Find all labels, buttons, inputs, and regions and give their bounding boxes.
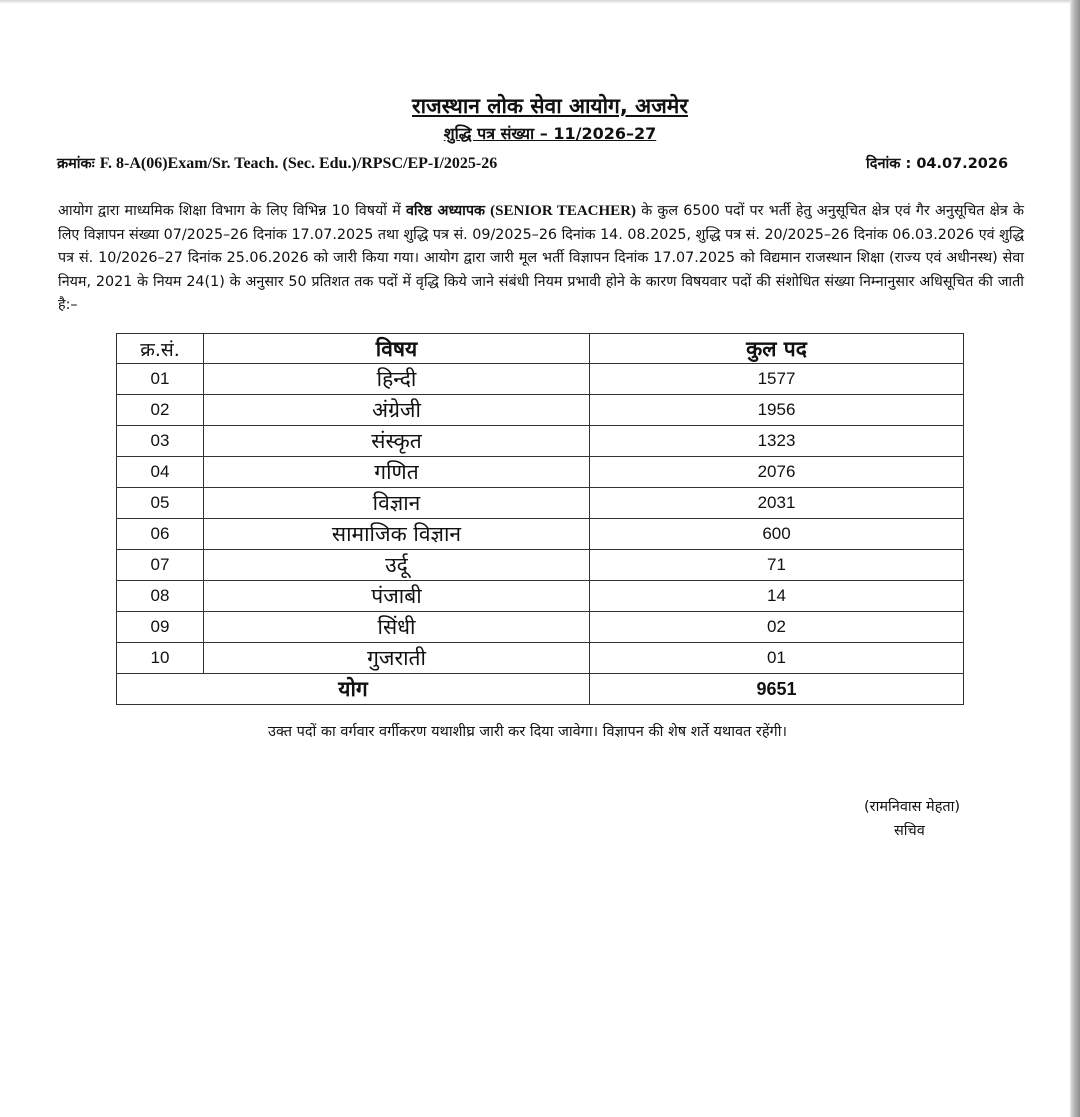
subject-name: सामाजिक विज्ञान xyxy=(204,519,590,550)
post-name-english: (SENIOR TEACHER) xyxy=(490,203,636,219)
serial-number: 03 xyxy=(117,426,204,457)
table-row xyxy=(117,643,964,674)
post-name-hindi: वरिष्ठ अध्यापक xyxy=(405,203,485,219)
closing-note: उक्त पदों का वर्गवार वर्गीकरण यथाशीघ्र जारी कर दिया जावेगा। विज्ञापन की शेष शर्ते यथावत रहेंगी। xyxy=(268,724,787,740)
post-count: 14 xyxy=(590,581,964,612)
document-subtitle: शुद्धि पत्र संख्या – 11/2026–27 xyxy=(443,124,657,143)
date-value: : 04.07.2026 xyxy=(905,156,1009,172)
subject-name: अंग्रेजी xyxy=(204,395,590,426)
post-count: 1577 xyxy=(590,364,964,395)
page-right-shadow xyxy=(1070,0,1080,1117)
document-title: राजस्थान लोक सेवा आयोग, अजमेर xyxy=(412,94,688,118)
table-row xyxy=(117,519,964,550)
reference-line xyxy=(57,153,497,173)
subject-name: उर्दू xyxy=(204,550,590,581)
header-subject: विषय xyxy=(204,334,590,364)
serial-number: 05 xyxy=(117,488,204,519)
post-count: 1956 xyxy=(590,395,964,426)
table-total-row xyxy=(117,674,964,705)
subject-name: पंजाबी xyxy=(204,581,590,612)
table-row xyxy=(117,581,964,612)
serial-number: 04 xyxy=(117,457,204,488)
post-count: 71 xyxy=(590,550,964,581)
signatory-name: (रामनिवास मेहता) xyxy=(864,799,961,815)
reference-number: F. 8-A(06)Exam/Sr. Teach. (Sec. Edu.)/RPSC/EP-I/2025-26 xyxy=(99,155,498,172)
date-label: दिनांक xyxy=(866,156,901,172)
serial-number: 01 xyxy=(117,364,204,395)
post-count: 1323 xyxy=(590,426,964,457)
body-text-part1: आयोग द्वारा माध्यमिक शिक्षा विभाग के लिए विभिन्न 10 विषयों में xyxy=(58,203,401,219)
total-value: 9651 xyxy=(590,674,964,705)
body-text-part2: के कुल 6500 पदों पर भर्ती हेतु अनुसूचित क्षेत्र एवं गैर अनुसूचित क्षेत्र के लिए विज्ञापन संख्या 07/2025–26 दिनांक 17.07.2025 तथा शुद्धि पत्र सं. 09/2025–26 दिनांक 14. 08.2025, शुद्धि पत्र सं. 20/2025–26 दिनांक 06.03.2026 एवं शुद्धि पत्र सं. 10/2026–27 दिनांक 25.06.2026 को जारी किया गया। आयोग द्वारा जारी मूल भर्ती विज्ञापन दिनांक 17.07.2025 को विद्यमान राजस्थान शिक्षा (राज्य एवं अधीनस्थ) सेवा नियम, 2021 के नियम 24(1) के अनुसार 50 प्रतिशत तक पदों में वृद्धि किये जाने संबंधी नियम प्रभावी होने के कारण विषयवार पदों की संशोधित संख्या निम्नानुसार अधिसूचित की जाती है:– xyxy=(58,203,1024,313)
subject-name: विज्ञान xyxy=(204,488,590,519)
reference-label: क्रमांकः xyxy=(57,156,95,172)
signatory-designation: सचिव xyxy=(894,823,925,839)
subject-name: सिंधी xyxy=(204,612,590,643)
table-row xyxy=(117,488,964,519)
post-count: 2076 xyxy=(590,457,964,488)
post-count: 01 xyxy=(590,643,964,674)
date-line xyxy=(866,153,1008,173)
table-row xyxy=(117,395,964,426)
subject-name: संस्कृत xyxy=(204,426,590,457)
posts-table xyxy=(116,333,964,705)
page-top-shadow xyxy=(0,0,1080,4)
header-total-posts: कुल पद xyxy=(590,334,964,364)
table-header-row xyxy=(117,334,964,364)
subject-name: गुजराती xyxy=(204,643,590,674)
post-count: 600 xyxy=(590,519,964,550)
serial-number: 08 xyxy=(117,581,204,612)
serial-number: 07 xyxy=(117,550,204,581)
serial-number: 10 xyxy=(117,643,204,674)
post-count: 02 xyxy=(590,612,964,643)
table-row xyxy=(117,612,964,643)
table-row xyxy=(117,364,964,395)
table-row xyxy=(117,550,964,581)
table-row xyxy=(117,426,964,457)
total-label: योग xyxy=(117,674,590,705)
serial-number: 02 xyxy=(117,395,204,426)
post-count: 2031 xyxy=(590,488,964,519)
header-serial-number: क्र.सं. xyxy=(117,334,204,364)
body-paragraph xyxy=(58,200,1024,318)
subject-name: हिन्दी xyxy=(204,364,590,395)
table-row xyxy=(117,457,964,488)
subject-name: गणित xyxy=(204,457,590,488)
serial-number: 09 xyxy=(117,612,204,643)
serial-number: 06 xyxy=(117,519,204,550)
